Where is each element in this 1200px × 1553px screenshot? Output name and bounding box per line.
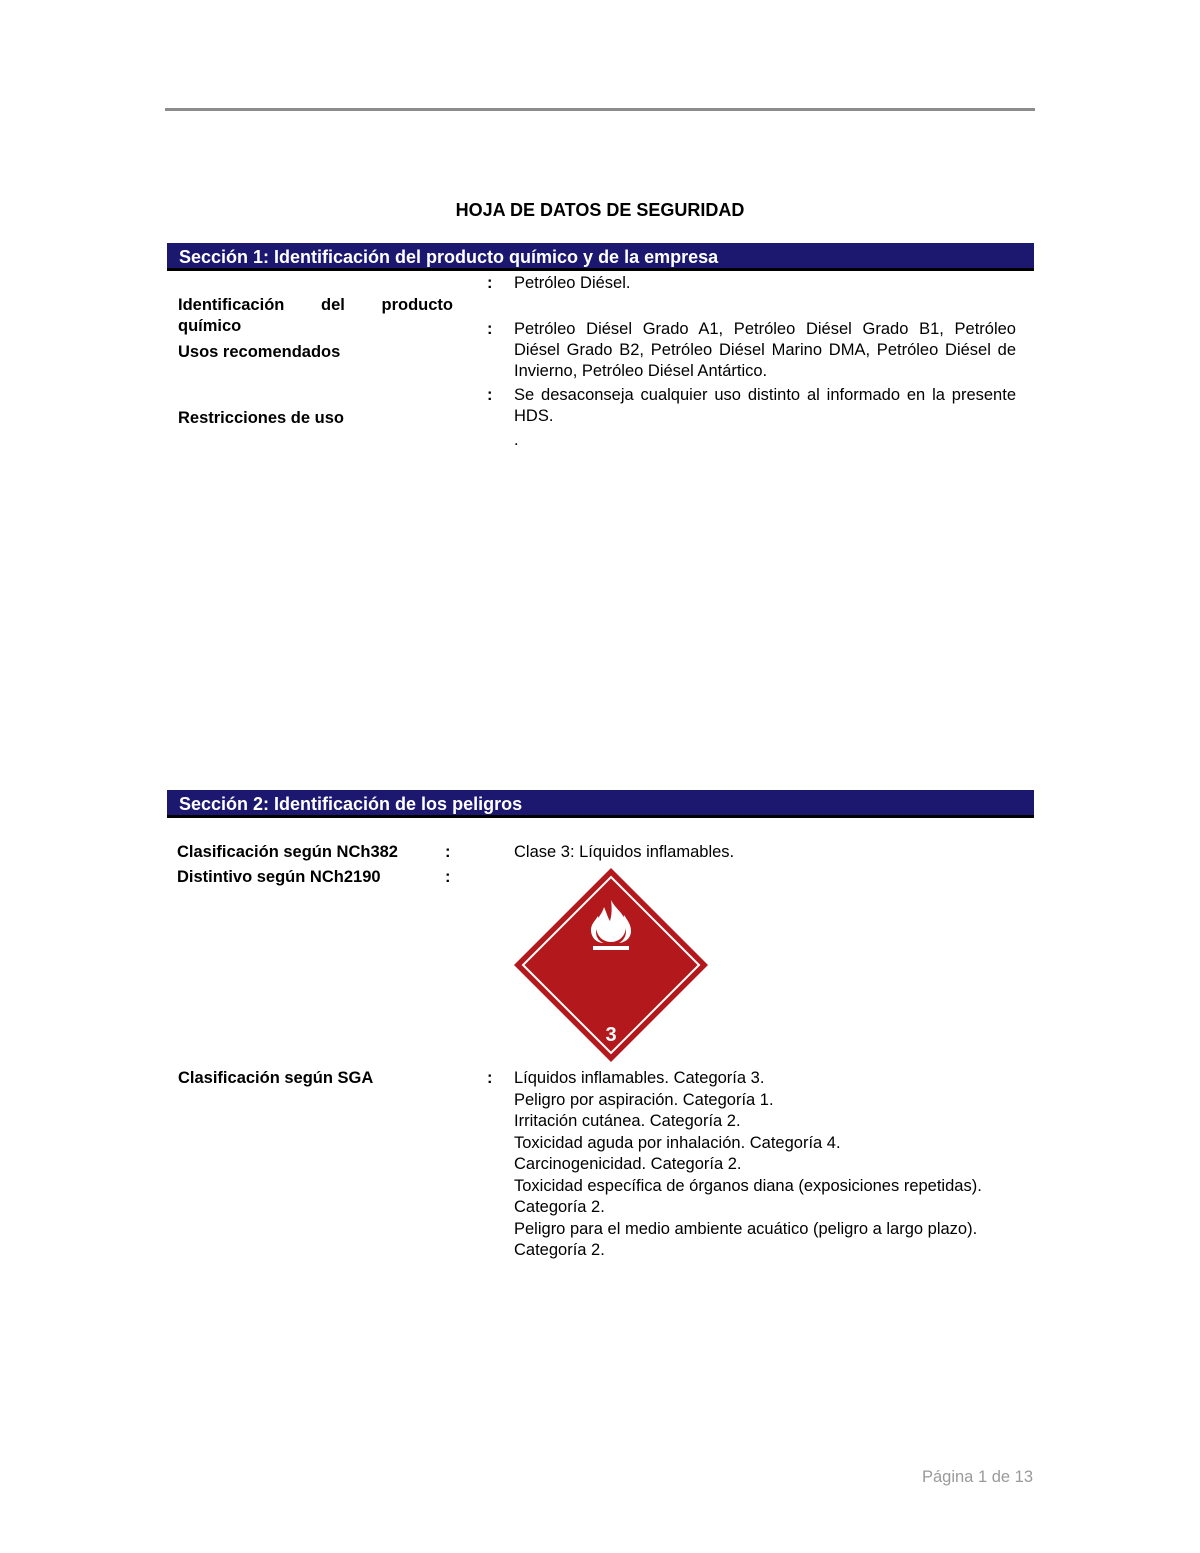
nch382-value: Clase 3: Líquidos inflamables.	[514, 843, 735, 861]
colon: :	[487, 1069, 493, 1087]
document-title: HOJA DE DATOS DE SEGURIDAD	[455, 200, 745, 220]
list-item: Categoría 2.	[514, 1198, 605, 1216]
sga-label: Clasificación según SGA	[178, 1069, 374, 1087]
list-item: Líquidos inflamables. Categoría 3.	[514, 1069, 765, 1087]
list-item: Peligro por aspiración. Categoría 1.	[514, 1090, 774, 1109]
colon: :	[445, 843, 451, 861]
nch2190-label: Distintivo según NCh2190	[177, 868, 381, 886]
header-rule	[165, 108, 1035, 111]
colon: :	[487, 320, 493, 338]
list-item: Peligro para el medio ambiente acuático (peligro a largo plazo).	[514, 1219, 978, 1238]
list-item: Irritación cutánea. Categoría 2.	[514, 1112, 741, 1130]
class3-flammable-pictogram	[512, 866, 710, 1064]
product-id-label: Identificación del producto químico	[178, 296, 453, 335]
restrictions-value: Se desaconseja cualquier uso distinto al informado en la presente HDS.	[514, 386, 1016, 425]
section2-heading: Sección 2: Identificación de los peligros	[167, 790, 1034, 818]
uses-label: Usos recomendados	[178, 343, 341, 361]
list-item: Toxicidad aguda por inhalación. Categoría 4.	[514, 1133, 841, 1152]
list-item: Carcinogenicidad. Categoría 2.	[514, 1155, 742, 1173]
pictogram-class-number: 3	[605, 1024, 617, 1046]
colon: :	[487, 274, 493, 292]
colon: :	[445, 868, 451, 886]
restrictions-extra: .	[514, 431, 519, 449]
sga-list	[514, 1068, 1024, 1262]
list-item: Toxicidad específica de órganos diana (exposiciones repetidas).	[514, 1176, 982, 1195]
product-id-value: Petróleo Diésel.	[514, 274, 631, 292]
section1-heading: Sección 1: Identificación del producto químico y de la empresa	[167, 243, 1034, 271]
uses-value: Petróleo Diésel Grado A1, Petróleo Diésel Grado B1, Petróleo Diésel Grado B2, Petróleo Diésel Marino DMA, Petróleo Diésel de Invierno, Petróleo Diésel Antártico.	[514, 320, 1016, 380]
nch382-label: Clasificación según NCh382	[177, 843, 398, 861]
restrictions-label: Restricciones de uso	[178, 409, 344, 427]
page-number: Página 1 de 13	[921, 1468, 1033, 1486]
colon: :	[487, 386, 493, 404]
list-item: Categoría 2.	[514, 1241, 605, 1259]
